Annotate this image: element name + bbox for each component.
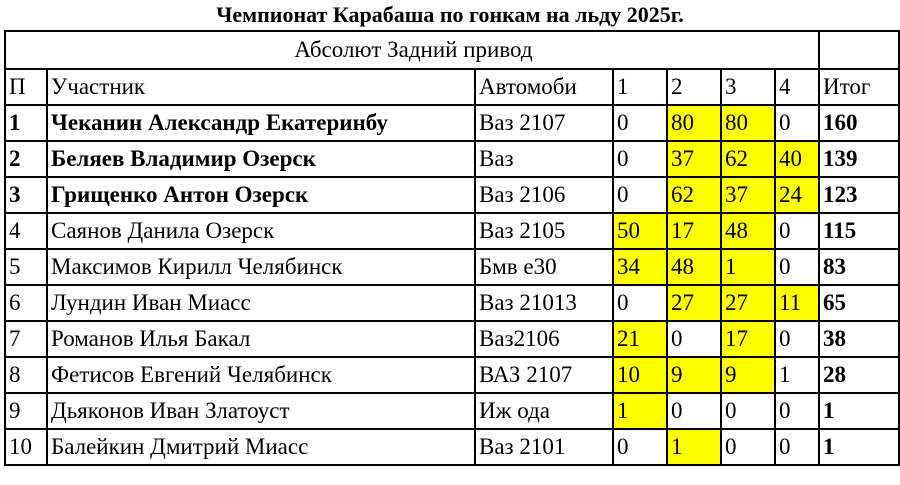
table-row — [5, 357, 899, 393]
participant-cell: Балейкин Дмитрий Миасс — [47, 429, 475, 465]
round-4-cell: 11 — [775, 285, 819, 321]
round-3-cell: 48 — [721, 213, 775, 249]
table-row — [5, 213, 899, 249]
table-row — [5, 321, 899, 357]
round-2-cell: 0 — [667, 321, 721, 357]
place-cell: 10 — [5, 429, 47, 465]
column-header-row — [5, 69, 899, 105]
car-cell: Иж ода — [475, 393, 613, 429]
header-total: Итог — [819, 69, 899, 105]
header-round-4: 4 — [775, 69, 819, 105]
header-round-2: 2 — [667, 69, 721, 105]
round-1-cell: 10 — [613, 357, 667, 393]
place-cell: 4 — [5, 213, 47, 249]
participant-cell: Дьяконов Иван Златоуст — [47, 393, 475, 429]
table-row — [5, 105, 899, 141]
round-3-cell: 1 — [721, 249, 775, 285]
participant-cell: Беляев Владимир Озерск — [47, 141, 475, 177]
car-cell: ВАЗ 2107 — [475, 357, 613, 393]
round-4-cell: 0 — [775, 249, 819, 285]
place-cell: 8 — [5, 357, 47, 393]
table-row — [5, 141, 899, 177]
car-cell: Ваз — [475, 141, 613, 177]
round-4-cell: 1 — [775, 357, 819, 393]
results-table — [4, 30, 900, 466]
round-2-cell: 1 — [667, 429, 721, 465]
round-1-cell: 0 — [613, 429, 667, 465]
participant-cell: Грищенко Антон Озерск — [47, 177, 475, 213]
total-cell: 115 — [819, 213, 899, 249]
round-2-cell: 80 — [667, 105, 721, 141]
round-1-cell: 0 — [613, 105, 667, 141]
round-2-cell: 48 — [667, 249, 721, 285]
round-3-cell: 62 — [721, 141, 775, 177]
total-cell: 38 — [819, 321, 899, 357]
total-cell: 1 — [819, 429, 899, 465]
table-row — [5, 393, 899, 429]
car-cell: Ваз 2105 — [475, 213, 613, 249]
round-2-cell: 27 — [667, 285, 721, 321]
participant-cell: Саянов Данила Озерск — [47, 213, 475, 249]
round-4-cell: 0 — [775, 213, 819, 249]
place-cell: 9 — [5, 393, 47, 429]
subheader-row — [5, 31, 899, 69]
participant-cell: Максимов Кирилл Челябинск — [47, 249, 475, 285]
total-cell: 28 — [819, 357, 899, 393]
round-1-cell: 1 — [613, 393, 667, 429]
round-4-cell: 40 — [775, 141, 819, 177]
round-2-cell: 17 — [667, 213, 721, 249]
participant-cell: Лундин Иван Миасс — [47, 285, 475, 321]
participant-cell: Фетисов Евгений Челябинск — [47, 357, 475, 393]
header-place: П — [5, 69, 47, 105]
total-cell: 1 — [819, 393, 899, 429]
round-4-cell: 0 — [775, 393, 819, 429]
round-3-cell: 0 — [721, 393, 775, 429]
round-1-cell: 0 — [613, 141, 667, 177]
car-cell: Ваз 2107 — [475, 105, 613, 141]
round-3-cell: 9 — [721, 357, 775, 393]
total-cell: 83 — [819, 249, 899, 285]
place-cell: 1 — [5, 105, 47, 141]
total-cell: 65 — [819, 285, 899, 321]
round-3-cell: 27 — [721, 285, 775, 321]
round-1-cell: 21 — [613, 321, 667, 357]
round-2-cell: 9 — [667, 357, 721, 393]
round-2-cell: 0 — [667, 393, 721, 429]
place-cell: 7 — [5, 321, 47, 357]
round-1-cell: 0 — [613, 285, 667, 321]
subheader-blank-cell — [819, 31, 899, 69]
table-row — [5, 429, 899, 465]
car-cell: Ваз 2106 — [475, 177, 613, 213]
participant-cell: Романов Илья Бакал — [47, 321, 475, 357]
round-3-cell: 37 — [721, 177, 775, 213]
round-3-cell: 0 — [721, 429, 775, 465]
header-participant: Участник — [47, 69, 475, 105]
car-cell: Ваз 21013 — [475, 285, 613, 321]
car-cell: Ваз 2101 — [475, 429, 613, 465]
header-car: Автомоби — [475, 69, 613, 105]
page-title: Чемпионат Карабаша по гонкам на льду 2025г. — [216, 2, 684, 27]
place-cell: 3 — [5, 177, 47, 213]
round-4-cell: 0 — [775, 429, 819, 465]
car-cell: Бмв е30 — [475, 249, 613, 285]
round-1-cell: 34 — [613, 249, 667, 285]
round-4-cell: 24 — [775, 177, 819, 213]
car-cell: Ваз2106 — [475, 321, 613, 357]
round-3-cell: 17 — [721, 321, 775, 357]
round-2-cell: 62 — [667, 177, 721, 213]
round-4-cell: 0 — [775, 321, 819, 357]
place-cell: 5 — [5, 249, 47, 285]
header-round-1: 1 — [613, 69, 667, 105]
table-row — [5, 249, 899, 285]
round-4-cell: 0 — [775, 105, 819, 141]
table-row — [5, 177, 899, 213]
place-cell: 6 — [5, 285, 47, 321]
total-cell: 160 — [819, 105, 899, 141]
round-3-cell: 80 — [721, 105, 775, 141]
round-2-cell: 37 — [667, 141, 721, 177]
category-subheader: Абсолют Задний привод — [5, 31, 819, 69]
header-round-3: 3 — [721, 69, 775, 105]
round-1-cell: 50 — [613, 213, 667, 249]
total-cell: 123 — [819, 177, 899, 213]
place-cell: 2 — [5, 141, 47, 177]
round-1-cell: 0 — [613, 177, 667, 213]
participant-cell: Чеканин Александр Екатеринбу — [47, 105, 475, 141]
total-cell: 139 — [819, 141, 899, 177]
table-row — [5, 285, 899, 321]
